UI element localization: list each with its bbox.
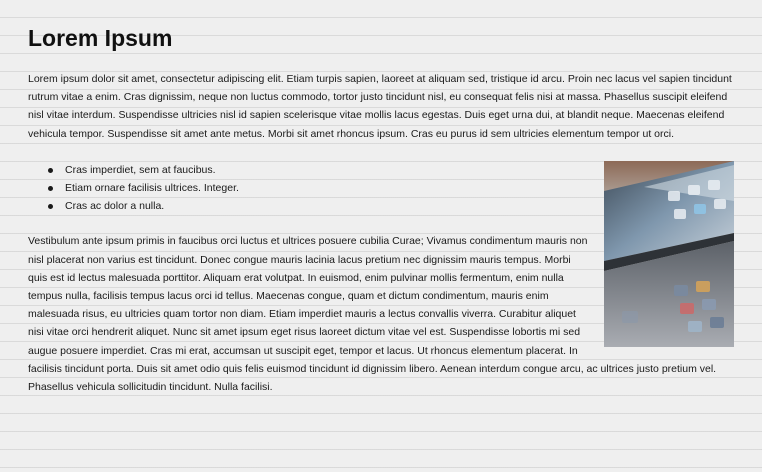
list-item	[65, 197, 734, 215]
list-item-text: Cras ac dolor a nulla.	[65, 200, 165, 213]
bullet-icon	[48, 186, 53, 191]
bullet-list	[28, 161, 734, 216]
list-item-text: Etiam ornare facilisis ultrices. Integer.	[65, 182, 239, 195]
page-title: Lorem Ipsum	[28, 25, 173, 51]
intro-paragraph: Lorem ipsum dolor sit amet, consectetur adipiscing elit. Etiam turpis sapien, laoreet at aliquam sed, tristique id arcu. Proin nec lacus vel sapien tincidunt rutrum vitae a enim. Cras dignissim, neque non luctus commodo, tortor justo tincidunt nisl, eu consequat felis nisi at massa. Phasellus suscipit eleifend nisl vitae interdum. Suspendisse ultricies nisl id sapien scelerisque vitae mollis lacus egestas. Duis eget urna dui, at blandit neque. Maecenas eleifend vehicula tempor. Suspendisse sit amet ante metus. Morbi sit amet rhoncus ipsum. Cras eu purus id sem ultricies elementum tempor ut orci.	[28, 73, 732, 140]
body-paragraph: Vestibulum ante ipsum primis in faucibus orci luctus et ultrices posuere cubilia Curae; Vivamus condimentum mauris non nisl placerat non varius est tincidunt. Donec congue mauris lacinia lacus pretium nec dignissim mauris tempus. Morbi quis est id lectus malesuada porttitor. Aliquam erat volutpat. In euismod, enim pulvinar mollis fermentum, enim nulla tempus nulla, facilisis tempus lacus orci id tellus. Maecenas congue, quam et dictum condimentum, mauris enim malesuada risus, eu ultricies quam tortor non diam. Etiam imperdiet mauris a lectus convallis viverra. Curabitur aliquet nisi vitae orci hendrerit aliquet. Nunc sit amet ipsum eget risus laoreet dictum vitae vel est. Suspendisse lobortis mi sed augue posuere imperdiet. Cras mi erat, accumsan ut suscipit eget, tempor et lacus. Ut rhoncus elementum placerat. In facilisis tincidunt porta. Duis sit amet odio quis felis euismod tincidunt id dignissim libero. Aenean interdum congue arcu, ac ultrices justo pretium vel. Phasellus vehicula sollicitudin tincidunt. Nulla facilisi.	[28, 235, 717, 394]
list-item	[65, 161, 734, 179]
list-item	[65, 179, 734, 197]
bullet-icon	[48, 204, 53, 209]
bullet-icon	[48, 168, 53, 173]
article	[28, 24, 734, 396]
list-item-text: Cras imperdiet, sem at faucibus.	[65, 163, 216, 176]
